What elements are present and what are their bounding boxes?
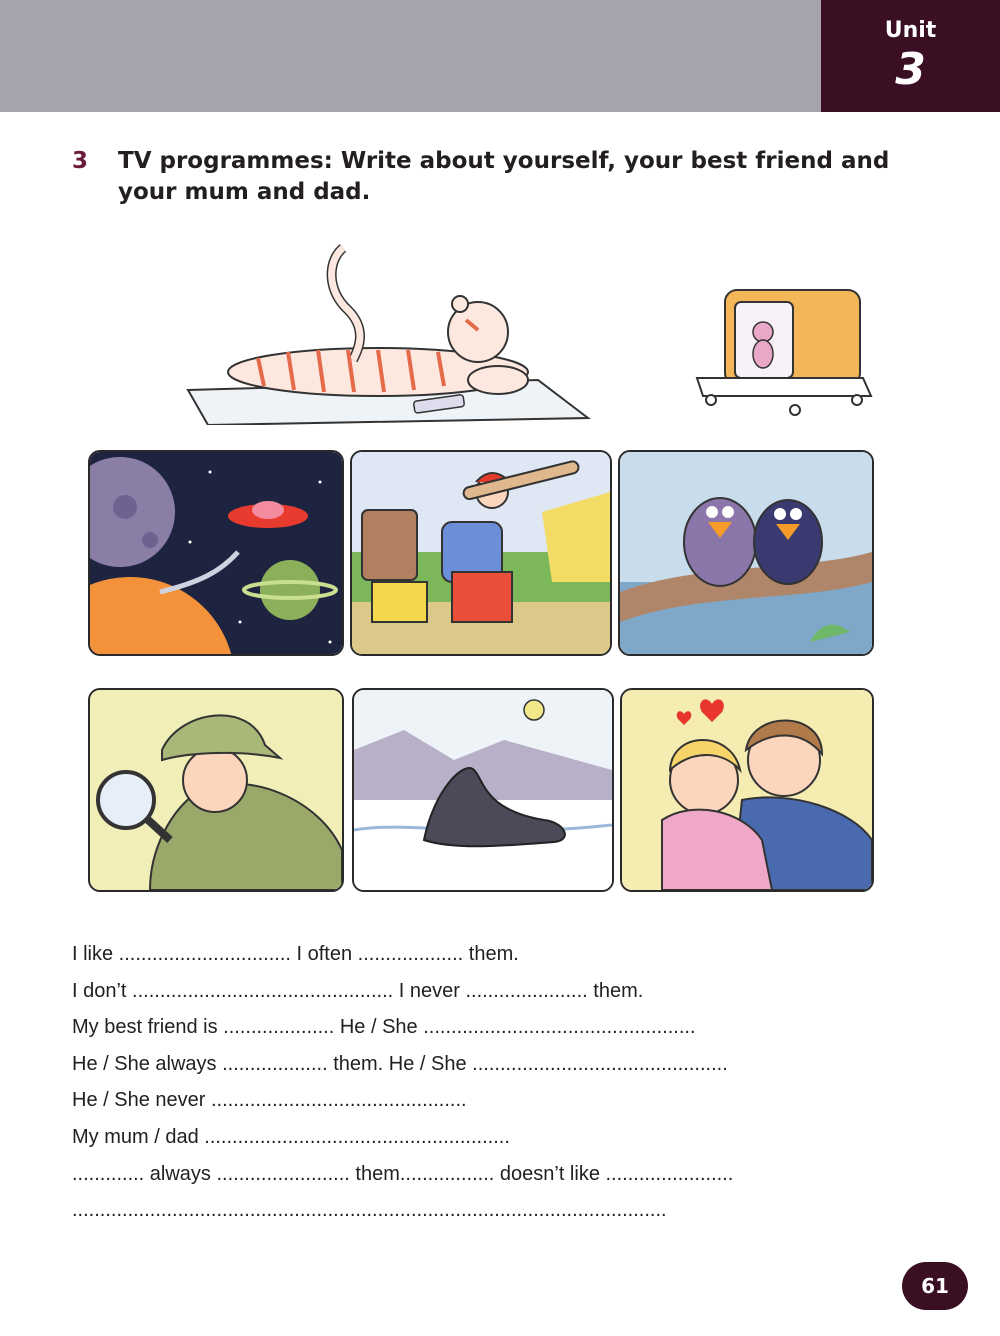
baseball-scene-icon <box>350 450 612 656</box>
worksheet-line: ........................................................................................................... <box>72 1199 667 1222</box>
exercise-instruction: TV programmes: Write about yourself, your best friend and your mum and dad. <box>118 148 890 205</box>
worksheet-line: My best friend is .................... He / She ................................................. <box>72 1016 696 1039</box>
exercise-number: 3 <box>72 148 89 174</box>
unit-label: Unit <box>884 18 937 43</box>
unit-number: 3 <box>895 44 926 95</box>
writing-lines <box>72 940 892 1233</box>
romance-scene-icon <box>620 688 874 892</box>
worksheet-line: I like ............................... I often ................... them. <box>72 943 519 965</box>
detective-scene-icon <box>88 688 344 892</box>
crows-scene-icon <box>618 450 874 656</box>
header-band <box>0 0 821 112</box>
unit-badge <box>821 0 1000 112</box>
space-scene-icon <box>88 450 344 656</box>
worksheet-line: He / She never .............................................. <box>72 1089 467 1112</box>
worksheet-line: He / She always ................... them. He / She .............................................. <box>72 1052 728 1075</box>
worksheet-line: My mum / dad ....................................................... <box>72 1125 510 1148</box>
worksheet-line: ............. always ........................ them................. doesn’t like ....................... <box>72 1162 734 1185</box>
page-number: 61 <box>902 1262 968 1310</box>
tv-set-icon <box>695 288 875 418</box>
worksheet-line: I don’t ............................................... I never ...................... them. <box>72 979 644 1002</box>
tiger-on-rug-icon <box>178 240 598 425</box>
seal-scene-icon <box>352 688 614 892</box>
